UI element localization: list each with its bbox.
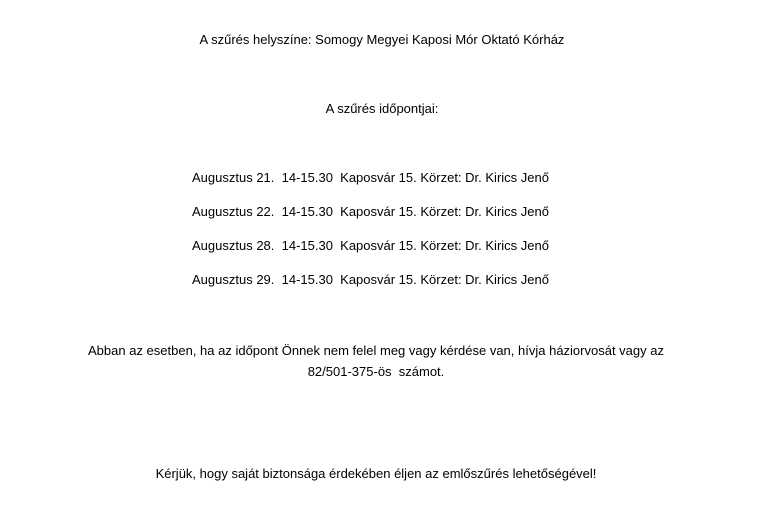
screening-location: A szűrés helyszíne: Somogy Megyei Kaposi Mór Oktató Kórház — [199, 32, 565, 47]
appointment-line: Augusztus 29. 14-15.30 Kaposvár 15. Körzet: Dr. Kirics Jenő — [192, 272, 549, 287]
appointment-line: Augusztus 22. 14-15.30 Kaposvár 15. Körzet: Dr. Kirics Jenő — [192, 204, 549, 219]
closing-message: Kérjük, hogy saját biztonsága érdekében éljen az emlőszűrés lehetőségével! — [155, 466, 597, 481]
screening-dates-heading: A szűrés időpontjai: — [325, 101, 439, 116]
contact-phone-line: 82/501-375-ös számot. — [307, 364, 445, 379]
contact-info-line-1: Abban az esetben, ha az időpont Önnek nem felel meg vagy kérdése van, hívja háziorvosát vagy az — [88, 343, 664, 358]
appointment-line: Augusztus 28. 14-15.30 Kaposvár 15. Körzet: Dr. Kirics Jenő — [192, 238, 549, 253]
appointment-line: Augusztus 21. 14-15.30 Kaposvár 15. Körzet: Dr. Kirics Jenő — [192, 170, 549, 185]
